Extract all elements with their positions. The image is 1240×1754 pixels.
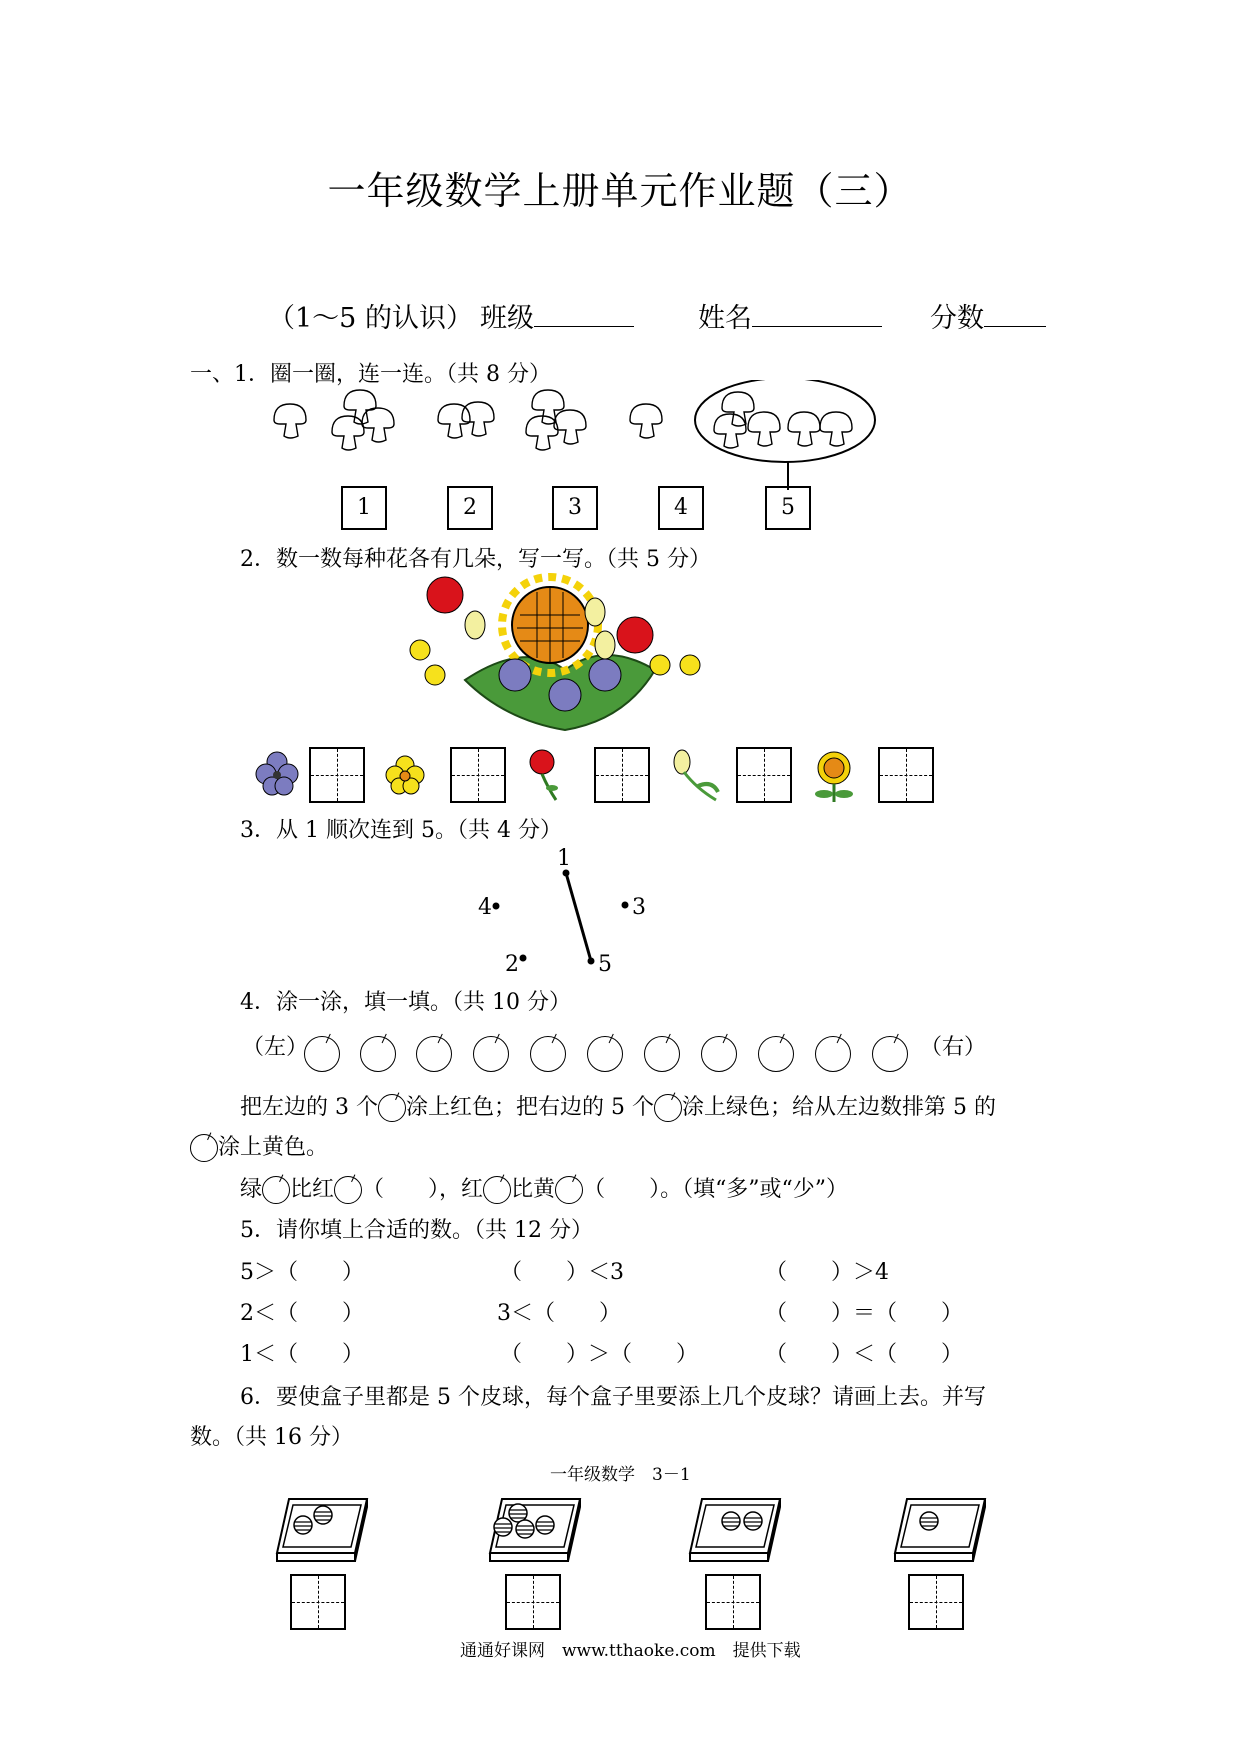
q4-line3-part1: 绿 [240,1177,263,1202]
mushroom-icon [820,412,852,446]
ball-boxes-figure [275,1495,995,1565]
number-box-2: 2 [447,486,493,530]
q5-item[interactable]: （ ）＜3 [500,1260,624,1285]
class-label: 班级 [480,303,534,334]
name-blank[interactable] [752,300,882,327]
mushroom-icon [788,412,820,446]
apple-icon[interactable] [587,1036,623,1072]
q4-text: 4．涂一涂，填一填。（共 10 分） [240,990,571,1015]
left-label: （左） [242,1035,309,1060]
mushroom-icon [554,410,586,444]
q5-item[interactable]: 3＜（ ） [497,1301,621,1326]
apple-icon [334,1176,362,1204]
mushroom-icon [748,412,780,446]
answer-grid-box2[interactable] [505,1574,561,1630]
q5-item[interactable]: （ ）＝（ ） [765,1301,964,1326]
name-field [698,296,882,335]
q5-item[interactable]: （ ）＜（ ） [765,1342,964,1367]
q2-text: 2．数一数每种花各有几朵，写一写。（共 5 分） [240,547,711,572]
box-4 [895,1499,985,1561]
page-number: 一年级数学 3－1 [550,1465,691,1485]
score-field [930,296,1046,335]
footer: 通通好课网 www.tthaoke.com 提供下载 [460,1641,801,1661]
q4-line3-part2: 比红 [290,1177,335,1202]
apple-icon[interactable] [815,1036,851,1072]
answer-grid-purple[interactable] [309,747,365,803]
q4-line3-part4: 比黄 [511,1177,556,1202]
apple-icon [262,1176,290,1204]
apple-icon[interactable] [530,1036,566,1072]
number-box-3: 3 [552,486,598,530]
mushroom-icon [630,404,662,438]
mushroom-icon [344,390,376,424]
apple-icon[interactable] [872,1036,908,1072]
q4-line1-part2: 涂上红色；把右边的 5 个 [405,1095,654,1120]
answer-grid-yellow[interactable] [450,747,506,803]
q4-line1-part1: 把左边的 3 个 [240,1095,378,1120]
answer-grid-box4[interactable] [908,1574,964,1630]
mushroom-icon [532,390,564,424]
dot-2 [520,955,527,962]
apple-icon[interactable] [701,1036,737,1072]
class-field [480,296,634,335]
q6-line1: 6．要使盒子里都是 5 个皮球，每个盒子里要添上几个皮球？请画上去。并写 [240,1385,986,1410]
dot-4 [493,903,500,910]
apple-icon[interactable] [360,1036,396,1072]
apple-icon[interactable] [416,1036,452,1072]
apple-icon[interactable] [304,1036,340,1072]
purple-flower-icon [254,750,300,796]
name-label: 姓名 [698,303,752,334]
q5-item[interactable]: 2＜（ ） [240,1301,364,1326]
point-label-1: 1 [557,846,571,871]
score-blank[interactable] [984,300,1046,327]
point-label-5: 5 [598,952,612,977]
circled-group [695,380,875,462]
q5-item[interactable]: （ ）＞4 [765,1260,889,1285]
mushroom-icon [462,402,494,436]
apple-icon [378,1094,406,1122]
apple-icon[interactable] [473,1036,509,1072]
answer-grid-box3[interactable] [705,1574,761,1630]
q3-text: 3．从 1 顺次连到 5。（共 4 分） [240,818,562,843]
answer-grid-red[interactable] [594,747,650,803]
q4-line3-part5: （ ）。（填“多”或“少”） [583,1177,849,1202]
red-flower-icon [526,748,566,804]
dot-3 [622,902,629,909]
q4-line1 [240,1090,996,1122]
right-label: （右） [920,1035,987,1060]
q4-line3 [240,1172,848,1204]
flower-bouquet-illustration [405,570,715,735]
q5-text: 5．请你填上合适的数。（共 12 分） [240,1218,593,1243]
q6-line2: 数。（共 16 分） [190,1425,353,1450]
q4-line2-text: 涂上黄色。 [218,1135,329,1160]
dot-5 [588,958,595,965]
apple-icon [190,1134,218,1162]
q4-line3-part3: （ ），红 [362,1177,484,1202]
yellow-flower-icon [385,755,425,795]
number-box-1: 1 [341,486,387,530]
mushroom-icon [274,404,306,438]
number-box-5: 5 [765,486,811,530]
answer-grid-tulip[interactable] [736,747,792,803]
tulip-flower-icon [668,748,722,804]
q4-line2 [190,1130,328,1162]
q5-item[interactable]: （ ）＞（ ） [500,1342,699,1367]
q4-line1-part3: 涂上绿色；给从左边数排第 5 的 [681,1095,996,1120]
q1-text: 一、1．圈一圈，连一连。（共 8 分） [190,362,551,387]
apple-icon [654,1094,682,1122]
q5-item[interactable]: 1＜（ ） [240,1342,364,1367]
apple-icon [483,1176,511,1204]
class-blank[interactable] [534,300,634,327]
sunflower-icon [810,748,860,804]
apple-icon[interactable] [758,1036,794,1072]
mushroom-groups [260,380,900,470]
answer-grid-sunflower[interactable] [878,747,934,803]
apple-icon [555,1176,583,1204]
point-label-4: 4 [478,895,492,920]
point-label-3: 3 [632,895,646,920]
q5-item[interactable]: 5＞（ ） [240,1260,364,1285]
unit-label: （1～5 的认识） [268,303,473,334]
mushroom-icon [332,416,364,450]
apple-icon[interactable] [644,1036,680,1072]
score-label: 分数 [930,303,984,334]
mushroom-icon [714,414,746,448]
number-box-4: 4 [658,486,704,530]
answer-grid-box1[interactable] [290,1574,346,1630]
connect-line [566,873,591,961]
point-label-2: 2 [505,952,519,977]
page-title: 一年级数学上册单元作业题（三） [327,169,913,213]
box-3 [690,1499,780,1561]
